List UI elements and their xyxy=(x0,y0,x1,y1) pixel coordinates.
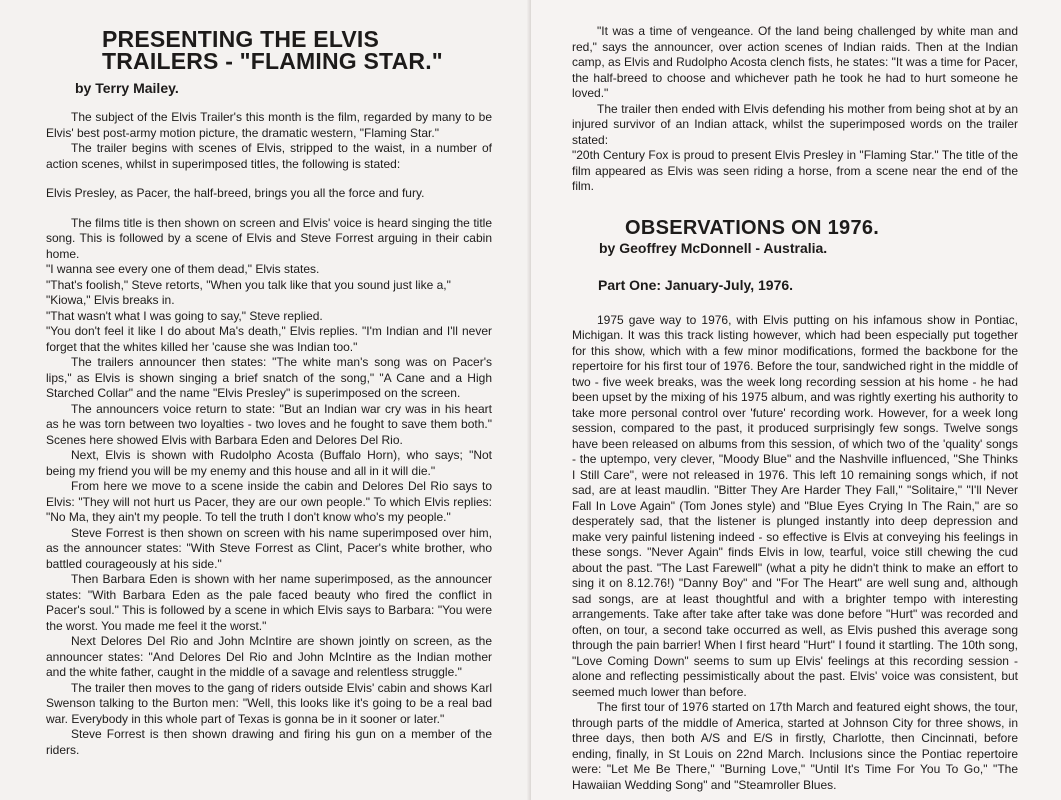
observations-byline: by Geoffrey McDonnell - Australia. xyxy=(599,239,828,256)
paragraph: The trailer begins with scenes of Elvis, stripped to the waist, in a number of action scenes, whilst in superimposed titles, the following is stated: xyxy=(46,141,492,171)
paragraph: The trailers announcer then states: "The white man's song was on Pacer's lips," as Elvis is shown singing a brief snatch of the song," "A Cane and a High Starched Collar" and the name "Elvis Presley" is superimposed on the screen. xyxy=(46,355,492,400)
paragraph: The first tour of 1976 started on 17th March and featured eight shows, the tour, through parts of the middle of America, started at Johnson City for three shows, in three days, then both A/S and E/S in firstly, Charlotte, then Cincinnati, before ending, finally, in St Louis on 22nd March. Inclusions since the Pontiac repertoire were: "Let Me Be There," "Burning Love," "Until It's Time For You To Go," "The Hawaiian Wedding Song" and "Steamroller Blues. xyxy=(572,700,1018,792)
paragraph: Next, Elvis is shown with Rudolpho Acosta (Buffalo Horn), who says; "Not being my friend you will be my enemy and this house and all in it will die." xyxy=(46,448,492,478)
paragraph: The announcers voice return to state: "But an Indian war cry was in his heart as he was torn between two loyalties - two loves and he fought to save them both." Scenes here showed Elvis with Barbara Eden and Delores Del Rio. xyxy=(46,401,492,447)
part-title: Part One: January-July, 1976. xyxy=(598,276,794,293)
dialogue-line: "I wanna see every one of them dead," Elvis states. xyxy=(46,262,320,276)
paragraph: Steve Forrest is then shown drawing and firing his gun on a member of the riders. xyxy=(46,727,492,757)
right-page-column xyxy=(572,24,1018,793)
paragraph: 1975 gave way to 1976, with Elvis putting on his infamous show in Pontiac, Michigan. It was this track listing however, which had been especially put together for this show, which with a few minor modifications, formed the backbone for the repertoire for his first tour of 1976. Before the tour, sandwiched right in the middle of two - five week breaks, was the week long recording session at his home - he had been upset by the mixing of his 1975 album, and was rightly exerting his authority to take more personal control over 'future' recording work. However, for a week long session, compared to the past, it produced surprisingly few songs. Twelve songs have been released on albums from this session, of which two of the 'quality' songs - the uptempo, very clever, "Moody Blue" and the Nashville influenced, "She Thinks I Still Care", were not released in 1976. This left 10 remaining songs which, if not sad, are at least maudlin. "Bitter They Are Harder They Fall," "Solitaire," "I'll Never Fall In Love Again" (Tom Jones style) and "Blue Eyes Crying In The Rain," are so desperately sad, that the listener is plunged instantly into deep depression and make very painful listening indeed - so effective is Elvis at conveying his feelings in these songs. "Never Again" finds Elvis in low, tearful, voice still chewing the cud about the past. "The Last Farewell" (what a pity he didn't think to make an effort to sing it on 8.12.76!) "Danny Boy" and "For The Heart" are well sung and, although sad songs, are at least thoughtful and with a brighter tempo with interesting arrangements. Take after take after take was done before "Hurt" was recorded and often, on tour, a second take occurred as well, as Elvis pushed this average song through the pain barrier! When I first heard "Hurt" I found it startling. The 10th song, "Love Coming Down" seems to sum up Elvis' feelings at this recording session - alone and reflecting pessimistically about the past. Elvis' voice was consistent, but seemed much lower than before. xyxy=(572,312,1018,699)
superimposed-title-quote: Elvis Presley, as Pacer, the half-breed, brings you all the force and fury. xyxy=(46,186,425,200)
observations-headline: OBSERVATIONS ON 1976. xyxy=(625,216,880,239)
dialogue-line: "You don't feel it like I do about Ma's death," Elvis replies. "I'm Indian and I'll never forget that the whites killed her 'cause she was Indian too." xyxy=(46,324,492,354)
paragraph: Then Barbara Eden is shown with her name superimposed, as the announcer states: "With Barbara Eden as the pale faced beauty who fired the conflict in Pacer's soul." This is followed by a scene in which Elvis says to Barbara: "You were the worst. You made me feel it the worst." xyxy=(46,572,492,633)
paragraph: The subject of the Elvis Trailer's this month is the film, regarded by many to be Elvis' best post-army motion picture, the dramatic western, "Flaming Star." xyxy=(46,110,492,140)
paragraph: The trailer then ended with Elvis defending his mother from being shot at by an injured survivor of an Indian attack, whilst the superimposed words on the trailer stated: xyxy=(572,101,1018,147)
article-headline: PRESENTING THE ELVIS TRAILERS - "FLAMING STAR." xyxy=(102,26,443,74)
paragraph: Next Delores Del Rio and John McIntire are shown jointly on screen, as the announcer states: "And Delores Del Rio and John McIntire as the Indian mother and the white father, caught in the middle of a savage and relentless struggle." xyxy=(46,634,492,679)
dialogue-line: "That's foolish," Steve retorts, "When you talk like that you sound just like a," xyxy=(46,277,451,292)
paragraph: From here we move to a scene inside the cabin and Delores Del Rio says to Elvis: "They will not hurt us Pacer, they are our own people." To which Elvis replies: "No Ma, they ain't my people. To tell the truth I don't know who's my people." xyxy=(46,479,492,524)
paragraph: The films title is then shown on screen and Elvis' voice is heard singing the title song. This is followed by a scene of Elvis and Steve Forrest arguing in their cabin home. xyxy=(46,215,492,261)
paragraph: "It was a time of vengeance. Of the land being challenged by white man and red," says the announcer, over action scenes of Indian raids. Then at the Indian camp, as Elvis and Rudolpho Acosta clench fists, he states: "It was a time for Pacer, the half-breed to choose and whichever path he took he had to hurt someone he loved." xyxy=(572,24,1018,100)
dialogue-line: "That wasn't what I was going to say," Steve replied. xyxy=(46,308,323,323)
paragraph: The trailer then moves to the gang of riders outside Elvis' cabin and shows Karl Swenson talking to the Burton men: "Well, this looks like it's going to be a real bad war. Everybody in this whole part of Texas is gonna be in it sooner or later." xyxy=(46,680,492,726)
paragraph: "20th Century Fox is proud to present Elvis Presley in "Flaming Star." The title of the film appeared as Elvis was seen riding a horse, from a scene near the end of the film. xyxy=(572,148,1018,193)
article-byline: by Terry Mailey. xyxy=(75,80,179,96)
paragraph: Steve Forrest is then shown on screen with his name superimposed over him, as the announcer states: "With Steve Forrest as Clint, Pacer's white brother, who battled courageously at his side." xyxy=(46,525,492,571)
dialogue-line: "Kiowa," Elvis breaks in. xyxy=(46,293,175,307)
elvis-trailers-article xyxy=(46,28,492,758)
